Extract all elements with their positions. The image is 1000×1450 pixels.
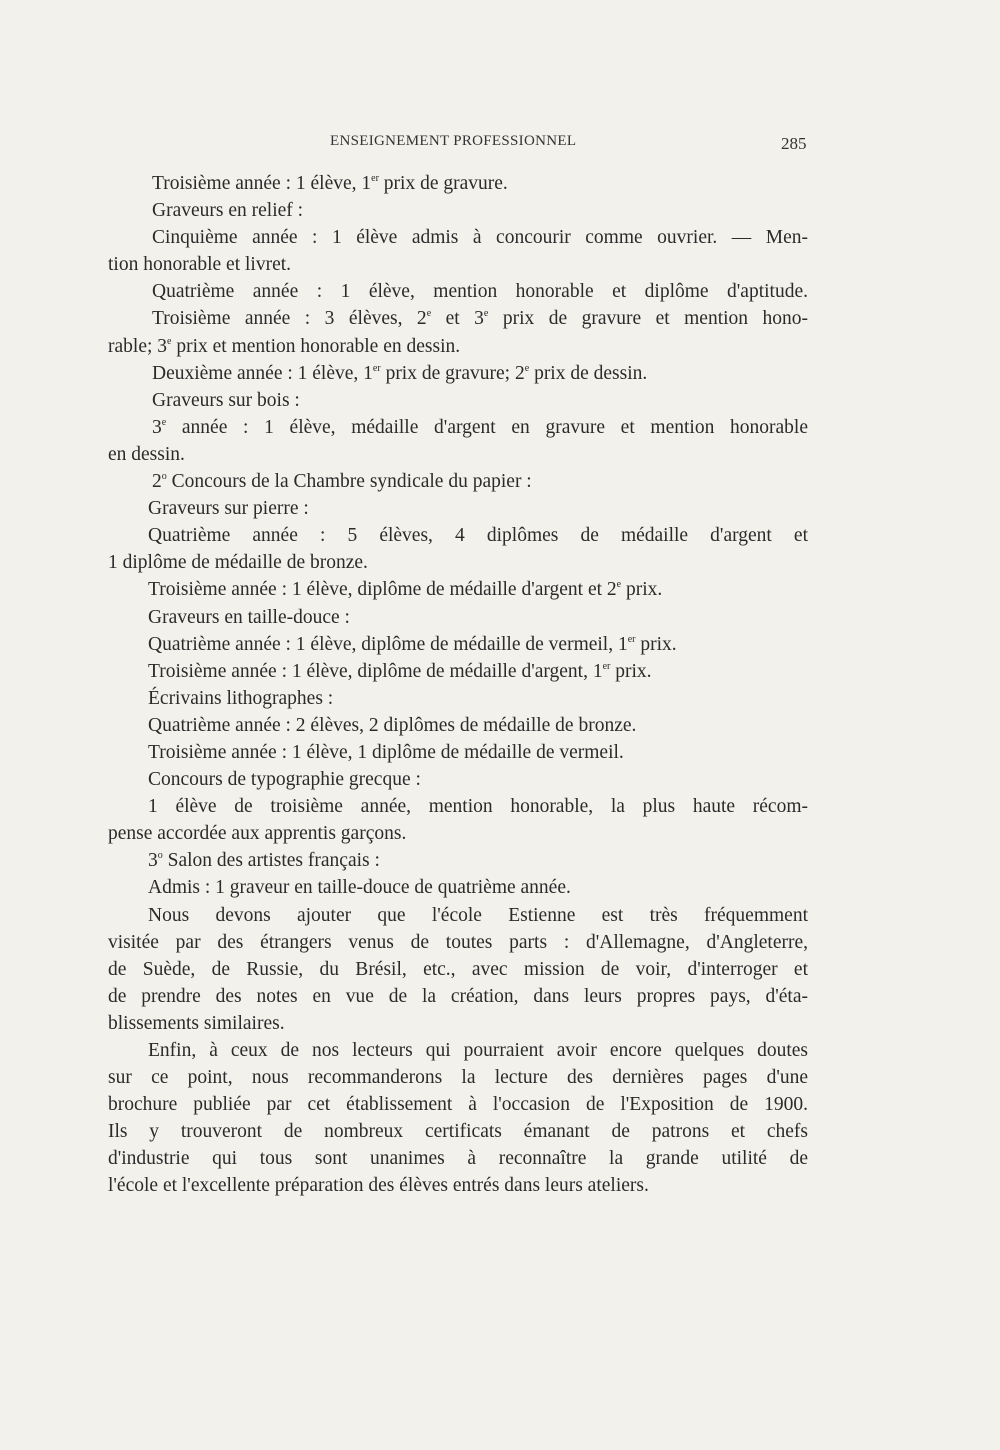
text-line: tion honorable et livret. (108, 254, 292, 276)
section-heading: Graveurs en relief : (152, 200, 304, 222)
page-number: 285 (781, 134, 807, 153)
running-header: ENSEIGNEMENT PROFESSIONNEL (330, 133, 577, 149)
text-line: Nous devons ajouter que l'école Estienne est très fréquemment (148, 904, 808, 926)
text-line: Ils y trouveront de nombreux certificats émanant de patrons et chefs (108, 1121, 808, 1143)
text-line: Admis : 1 graveur en taille-douce de quatrième année. (148, 877, 571, 899)
section-heading: 2$^o$ Concours de la Chambre syndicale du papier : (152, 471, 532, 493)
text-line: visitée par des étrangers venus de toutes parts : d'Allemagne, d'Angleterre, (108, 931, 808, 953)
text-line: Troisième année : 1 élève, 1 diplôme de médaille de vermeil. (148, 741, 624, 763)
text-line: d'industrie qui tous sont unanimes à reconnaître la grande utilité de (108, 1148, 808, 1170)
text-line: Troisième année : 1 élève, diplôme de médaille d'argent, 1er prix. (148, 660, 652, 682)
text-line: Quatrième année : 1 élève, diplôme de médaille de vermeil, 1er prix. (148, 633, 677, 655)
text-line: l'école et l'excellente préparation des élèves entrés dans leurs ateliers. (108, 1175, 649, 1197)
section-heading: Graveurs en taille-douce : (148, 606, 350, 628)
text-line: Troisième année : 1 élève, diplôme de médaille d'argent et 2e prix. (148, 579, 663, 601)
text-line: de Suède, de Russie, du Brésil, etc., avec mission de voir, d'interroger et (108, 958, 808, 980)
text-line: Enfin, à ceux de nos lecteurs qui pourraient avoir encore quelques doutes (148, 1040, 808, 1061)
text-line: en dessin. (108, 443, 185, 465)
text-line: brochure publiée par cet établissement à l'occasion de l'Exposition de 1900. (108, 1094, 808, 1116)
text-line: Troisième année : 3 élèves, 2e et 3e prix de gravure et mention hono- (152, 308, 808, 330)
text-line: 1 élève de troisième année, mention honorable, la plus haute récom- (148, 796, 808, 818)
section-heading: Concours de typographie grecque : (148, 769, 421, 791)
body-text (108, 170, 808, 1200)
text-line: sur ce point, nous recommanderons la lecture des dernières pages d'une (108, 1067, 808, 1089)
text-line: Deuxième année : 1 élève, 1er prix de gravure; 2e prix de dessin. (152, 362, 648, 384)
text-line: Quatrième année : 5 élèves, 4 diplômes de médaille d'argent et (148, 525, 808, 547)
text-line: Quatrième année : 1 élève, mention honorable et diplôme d'aptitude. (152, 281, 808, 303)
section-heading: Écrivains lithographes : (148, 687, 334, 709)
section-heading: Graveurs sur pierre : (148, 498, 309, 520)
text-line: rable; 3e prix et mention honorable en dessin. (108, 335, 461, 357)
section-heading: 3$^o$ Salon des artistes français : (148, 850, 380, 872)
text-line: Troisième année : 1 élève, 1er prix de gravure. (152, 173, 508, 194)
text-line: pense accordée aux apprentis garçons. (108, 823, 407, 845)
text-line: Quatrième année : 2 élèves, 2 diplômes de médaille de bronze. (148, 714, 637, 736)
text-line: 1 diplôme de médaille de bronze. (108, 552, 368, 574)
section-heading: Graveurs sur bois : (152, 389, 300, 411)
text-line: Cinquième année : 1 élève admis à concourir comme ouvrier. — Men- (152, 227, 808, 249)
text-line: 3e année : 1 élève, médaille d'argent en gravure et mention honorable (152, 416, 808, 438)
text-line: de prendre des notes en vue de la création, dans leurs propres pays, d'éta- (108, 985, 808, 1007)
text-line: blissements similaires. (108, 1012, 285, 1034)
